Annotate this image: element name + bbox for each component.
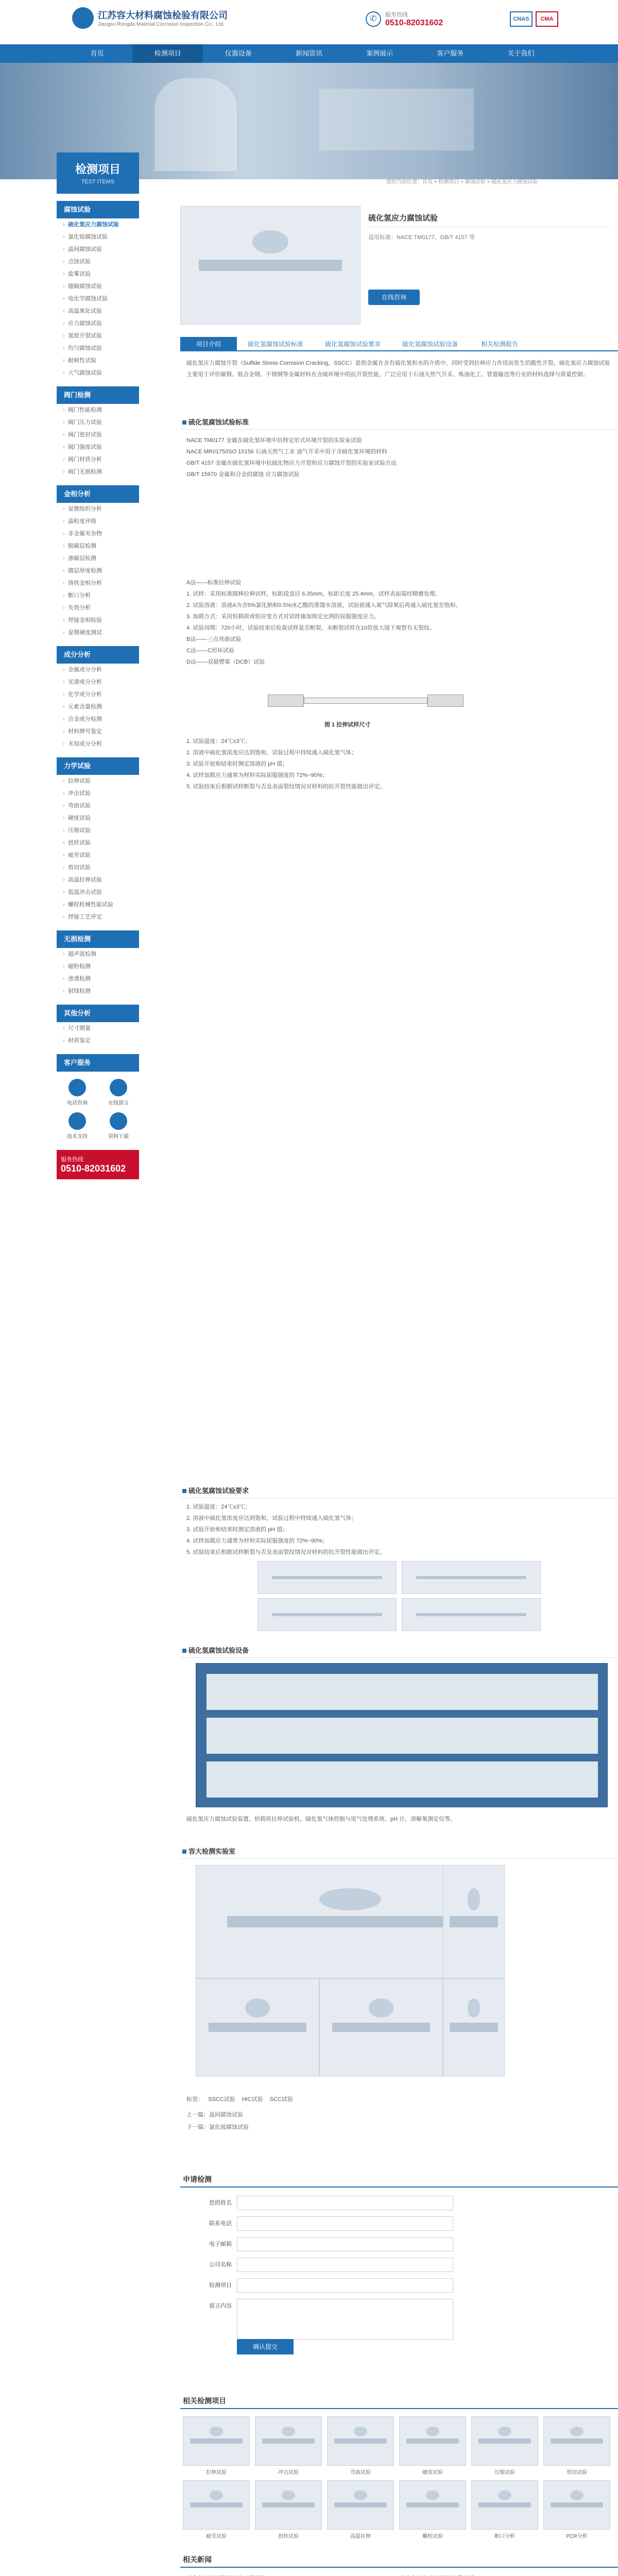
form-label: 留言内容 — [209, 2303, 232, 2309]
related-news-item[interactable] — [186, 2572, 266, 2576]
sidebar-item[interactable]: › 铸铁金相分析 — [57, 577, 139, 589]
related-item-image[interactable] — [543, 2480, 610, 2530]
nav-home[interactable]: 首页 — [90, 49, 104, 57]
sidebar-item[interactable]: › 磁粉检测 — [57, 960, 139, 973]
requirements-text: 1. 试验温度：24℃±3℃； 2. 溶液中硫化氢浓度应达到饱和，试验过程中持续通入硫化氢气体； 3. 试验开始和结束时测定溶液的 pH 值； 4. 试样加载应力通常为材料实际屈服强度的 72%~90%； 5. 试验结束后根据试样断裂与否及表面裂纹情况对材料的抗开裂性能做出评定。 — [186, 1504, 386, 1555]
service-icon — [68, 1079, 86, 1096]
sidebar-item[interactable]: › 晶间腐蚀试验 — [57, 243, 139, 256]
sidebar-item[interactable]: › 硬度试验 — [57, 812, 139, 824]
sidebar-item[interactable]: › 硫化氢应力腐蚀试验 — [57, 218, 139, 231]
related-item-image[interactable] — [255, 2480, 322, 2530]
sidebar-item[interactable]: › 光谱成分分析 — [57, 676, 139, 688]
lab-image-side — [443, 1865, 505, 1978]
tag-1[interactable]: HIC试验 — [242, 2096, 263, 2103]
cma-badge: CMA — [536, 11, 558, 27]
tab-equipment[interactable]: 硫化氢腐蚀试验设备 — [402, 341, 458, 348]
sidebar-item[interactable]: › 焊接工艺评定 — [57, 911, 139, 923]
sidebar-item[interactable]: › 合金成分检测 — [57, 713, 139, 725]
tags-label: 标签： — [186, 2096, 203, 2103]
service-label: 技术支持 — [67, 1134, 88, 1140]
tag-2[interactable]: SCC试验 — [269, 2096, 293, 2103]
sidebar-item[interactable]: › 弯曲试验 — [57, 800, 139, 812]
service-icon — [110, 1079, 127, 1096]
sidebar-group-title[interactable]: 成分分析 — [57, 646, 139, 664]
requirement-image — [402, 1561, 541, 1594]
sidebar-item[interactable]: › 高温氧化试验 — [57, 305, 139, 317]
related-items-grid — [183, 2416, 615, 2545]
consult-button[interactable]: 在线咨询 — [368, 290, 420, 305]
cnas-badge: CNAS — [510, 11, 533, 27]
hotline-label: 服务热线 — [385, 12, 408, 18]
related-item-image[interactable] — [183, 2480, 250, 2530]
related-item-label[interactable]: 疲劳试验 — [206, 2534, 227, 2539]
sidebar-item[interactable]: › 缝隙腐蚀试验 — [57, 280, 139, 293]
related-item-label[interactable]: 断口分析 — [494, 2534, 515, 2539]
related-item-label[interactable]: PCR分析 — [566, 2534, 588, 2539]
nav-test-items[interactable]: 检测项目 — [132, 44, 203, 63]
related-item-label[interactable]: 扭转试验 — [278, 2534, 299, 2539]
sidebar-item[interactable]: › 未知成分分析 — [57, 738, 139, 750]
sidebar-item[interactable]: › 阀门密封试验 — [57, 429, 139, 441]
sidebar-item[interactable]: › 点蚀试验 — [57, 256, 139, 268]
sidebar-group-title[interactable]: 其他分析 — [57, 1005, 139, 1022]
related-item-image[interactable] — [255, 2416, 322, 2466]
related-item-image[interactable] — [471, 2480, 538, 2530]
standards-text: NACE TM0177 金属在硫化氢环境中抗特定形式环境开裂的实验室试验 NACE MR0175/ISO 15156 石油天然气工业 油气开采中用于含硫化氢环境的材料 GB/T 4157 金属在硫化氢环境中抗硫化物应力开裂和应力腐蚀开裂的实验室试验方法 GB/T 15970 金属和合金的腐蚀 应力腐蚀试验 — [186, 437, 397, 478]
tab-intro[interactable]: 项目介绍 — [180, 337, 237, 350]
site-header — [0, 0, 618, 44]
service-label: 资料下载 — [108, 1134, 129, 1140]
service-icon — [68, 1112, 86, 1130]
tags — [186, 2095, 293, 2103]
section-standards-title: 硫化氢腐蚀试验标准 — [180, 415, 618, 430]
form-label: 联系电话 — [209, 2221, 232, 2227]
related-item-label[interactable]: 高温拉伸 — [350, 2534, 371, 2539]
product-image — [180, 206, 360, 325]
form-input[interactable] — [237, 2237, 453, 2251]
product-desc: 适用标准：NACE TM0177、GB/T 4157 等 — [368, 234, 475, 241]
form-title: 申请检测 — [183, 2175, 212, 2183]
lab-image-bottom-left — [196, 1978, 319, 2076]
apply-form — [191, 2196, 613, 2346]
sidebar-item[interactable]: › 材质鉴定 — [57, 1035, 139, 1047]
related-item-label[interactable]: 硬度试验 — [422, 2470, 443, 2476]
phone-icon: ✆ — [366, 11, 381, 27]
sidebar-item[interactable]: › 阀门强度试验 — [57, 441, 139, 453]
sidebar-item[interactable]: › 显微硬度测试 — [57, 626, 139, 639]
requirement-image — [402, 1598, 541, 1631]
sidebar-item[interactable]: › 高温拉伸试验 — [57, 874, 139, 886]
sidebar-item[interactable]: › 扭转试验 — [57, 837, 139, 849]
sidebar-hotline-label: 服务热线 — [61, 1157, 83, 1163]
related-item-label[interactable]: 螺栓试验 — [422, 2534, 443, 2539]
tab-requirements[interactable]: 硫化氢腐蚀试验要求 — [324, 341, 381, 348]
sidebar-item[interactable]: › 阀门性能检测 — [57, 404, 139, 416]
related-news-list — [186, 2572, 614, 2576]
related-item-image[interactable] — [543, 2416, 610, 2466]
main-nav — [0, 44, 618, 63]
related-item-label[interactable]: 压缩试验 — [494, 2470, 515, 2476]
equipment-text: 硫化氢应力腐蚀试验装置、恒载荷拉伸试验机、硫化氢气体控制与尾气处理系统、pH 计、溶解氧测定仪等。 — [186, 1816, 456, 1822]
section-requirements-title: 硫化氢腐蚀试验要求 — [180, 1484, 618, 1498]
sidebar-item[interactable]: › 耐候性试验 — [57, 354, 139, 367]
nav-equipment[interactable]: 仪器设备 — [225, 49, 252, 57]
sidebar-item[interactable]: › 元素含量检测 — [57, 701, 139, 713]
service-item[interactable] — [57, 1076, 98, 1109]
sidebar-group-title[interactable]: 无损检测 — [57, 930, 139, 948]
sidebar-item[interactable]: › 超声波检测 — [57, 948, 139, 960]
logo-icon[interactable] — [72, 7, 94, 29]
sidebar-item[interactable]: › 尺寸测量 — [57, 1022, 139, 1035]
section-lab-title: 容大检测实验室 — [180, 1844, 618, 1859]
related-news-item[interactable] — [400, 2572, 474, 2576]
related-item-image[interactable] — [327, 2416, 394, 2466]
sidebar-item[interactable]: › 氢致开裂试验 — [57, 330, 139, 342]
sidebar-item[interactable]: › 脱碳层检测 — [57, 540, 139, 552]
service-title: 客户服务 — [57, 1054, 139, 1072]
sidebar-item[interactable]: › 低温冲击试验 — [57, 886, 139, 899]
lab-image-bottom-mid — [319, 1978, 443, 2076]
sidebar-hotline-box — [57, 1150, 139, 1179]
form-input[interactable] — [237, 2216, 453, 2231]
sidebar-item[interactable]: › 化学成分分析 — [57, 688, 139, 701]
company-name-en: Jiangsu Rongda Material Corrosion Inspection Co., Ltd. — [98, 22, 225, 27]
related-news-title: 相关新闻 — [183, 2555, 212, 2564]
service-item[interactable] — [98, 1109, 139, 1143]
sidebar-hotline: 0510-82031602 — [61, 1163, 126, 1174]
sidebar-group-title[interactable]: 力学试验 — [57, 757, 139, 775]
sidebar-item[interactable]: › 材料牌号鉴定 — [57, 725, 139, 738]
lab-image-bottom-right — [443, 1978, 505, 2076]
requirement-image — [258, 1561, 397, 1594]
sidebar-item[interactable]: › 大气腐蚀试验 — [57, 367, 139, 379]
prev-link[interactable]: 上一篇：晶间腐蚀试验 — [186, 2112, 243, 2118]
sidebar-item[interactable]: › 氯化铵腐蚀试验 — [57, 231, 139, 243]
related-item-image[interactable] — [399, 2416, 466, 2466]
equipment-image — [196, 1663, 608, 1807]
submit-button[interactable]: 确认提交 — [237, 2339, 294, 2354]
form-input[interactable] — [237, 2258, 453, 2272]
related-item-label[interactable]: 拉伸试验 — [206, 2470, 227, 2476]
sidebar-item[interactable]: › 阀门压力试验 — [57, 416, 139, 429]
form-input[interactable] — [237, 2278, 453, 2293]
related-item-image[interactable] — [471, 2416, 538, 2466]
form-label: 电子邮箱 — [209, 2241, 232, 2247]
sidebar-item[interactable]: › 金属成分分析 — [57, 664, 139, 676]
service-icon — [110, 1112, 127, 1130]
sidebar-item[interactable]: › 失效分析 — [57, 602, 139, 614]
sidebar-item[interactable]: › 电化学腐蚀试验 — [57, 293, 139, 305]
method-text: A法——标准拉伸试验 1. 试样：采用标准圆棒拉伸试样，标距段直径 6.35mm，标距长度 25.4mm，试样表面需经精磨处理。 2. 试验溶液：溶液A为含5%氯化钠和0.5%冰乙酸的蒸馏水溶液，试验前通入氮气除氧后再通入硫化氢至饱和。 3. 加载方式：采用恒载荷或恒应变方式对试样施加规定比例的屈服强度应力。 4. 试验周期：720小时，试验结束后检查试样是否断裂，未断裂试样在10倍放大镜下观察有无裂纹。 B法——三点弯曲试验 C法——C形环试验 D法——双悬臂梁（DCB）试验 — [186, 580, 461, 665]
sidebar-item[interactable]: › 显微组织分析 — [57, 503, 139, 515]
sidebar-item[interactable]: › 焊接金相检验 — [57, 614, 139, 626]
tag-0[interactable]: SSCC试验 — [208, 2096, 235, 2103]
form-input[interactable] — [237, 2196, 453, 2210]
service-label: 在线留言 — [108, 1100, 129, 1106]
sidebar-item[interactable]: › 盐雾试验 — [57, 268, 139, 280]
sidebar-group-title[interactable]: 金相分析 — [57, 485, 139, 503]
sidebar-item[interactable]: › 渗透检测 — [57, 973, 139, 985]
nav-about[interactable]: 关于我们 — [507, 49, 535, 57]
sidebar-item[interactable]: › 射线检测 — [57, 985, 139, 997]
sidebar-item[interactable]: › 应力腐蚀试验 — [57, 317, 139, 330]
sidebar-item[interactable]: › 螺栓机械性能试验 — [57, 899, 139, 911]
sidebar-title-box — [57, 152, 139, 194]
related-item-label[interactable]: 弯曲试验 — [350, 2470, 371, 2476]
requirement-image — [258, 1598, 397, 1631]
sidebar-item[interactable]: › 断口分析 — [57, 589, 139, 602]
sidebar-item[interactable]: › 压缩试验 — [57, 824, 139, 837]
sidebar-item[interactable]: › 非金属夹杂物 — [57, 528, 139, 540]
sidebar-item[interactable]: › 阀门材质分析 — [57, 453, 139, 466]
related-item-image[interactable] — [327, 2480, 394, 2530]
figure-caption: 图 1 拉伸试样尺寸 — [324, 722, 371, 728]
nav-service[interactable]: 客户服务 — [437, 49, 464, 57]
form-label: 您的姓名 — [209, 2200, 232, 2206]
sidebar-item[interactable]: › 渗碳层检测 — [57, 552, 139, 565]
form-label: 检测项目 — [209, 2282, 232, 2289]
intro-text: 硫化氢应力腐蚀开裂（Sulfide Stress Corrosion Cracking，SSCC）是指金属在含有硫化氢和水的介质中，同时受到拉伸应力作用而发生的脆性开裂。硫化氢应力腐蚀试验主要用于评价碳钢、低合金钢、不锈钢等金属材料在含硫环境中的抗开裂性能，广泛应用于石油天然气开采、炼油化工、管道输送等行业的材料选择与质量控制。 — [186, 360, 610, 378]
form-label: 公司名称 — [209, 2262, 232, 2268]
sidebar-group-title[interactable]: 阀门检测 — [57, 386, 139, 404]
company-name: 江苏容大材料腐蚀检验有限公司 — [98, 10, 228, 21]
next-link[interactable]: 下一篇：氯化铵腐蚀试验 — [186, 2124, 249, 2130]
sidebar-item[interactable]: › 冲击试验 — [57, 787, 139, 800]
nav-news[interactable]: 新闻资讯 — [295, 49, 322, 57]
related-item-label[interactable]: 冲击试验 — [278, 2470, 299, 2476]
specimen-figure — [268, 685, 464, 716]
service-item[interactable] — [98, 1076, 139, 1109]
related-item-label[interactable]: 剪切试验 — [566, 2470, 587, 2476]
detail-tabs — [180, 337, 618, 351]
nav-cases[interactable]: 案例展示 — [366, 49, 393, 57]
requirements-images — [258, 1561, 546, 1633]
hotline-number: 0510-82031602 — [385, 19, 443, 27]
sidebar-subtitle: TEST ITEMS — [81, 179, 115, 185]
sidebar-item[interactable]: › 疲劳试验 — [57, 849, 139, 861]
section-equipment-title: 硫化氢腐蚀试验设备 — [180, 1643, 618, 1658]
sidebar-item[interactable]: › 晶粒度评级 — [57, 515, 139, 528]
service-item[interactable] — [57, 1109, 98, 1143]
sidebar-item[interactable]: › 剪切试验 — [57, 861, 139, 874]
breadcrumb: 您的当前位置：首页 > 检测项目 > 腐蚀试验 > 硫化氢应力腐蚀试验 — [386, 179, 538, 185]
sidebar-item[interactable]: › 均匀腐蚀试验 — [57, 342, 139, 354]
tab-reports[interactable]: 相关检测报告 — [480, 341, 518, 348]
product-title: 硫化氢应力腐蚀试验 — [368, 214, 438, 223]
sidebar — [57, 201, 139, 1179]
tab-standards[interactable]: 硫化氢腐蚀试验标准 — [247, 341, 303, 348]
sidebar-item[interactable]: › 阀门无损检测 — [57, 466, 139, 478]
related-item-image[interactable] — [183, 2416, 250, 2466]
service-label: 电话咨询 — [67, 1100, 88, 1106]
sidebar-item[interactable]: › 拉伸试验 — [57, 775, 139, 787]
sidebar-group-title[interactable]: 腐蚀试验 — [57, 201, 139, 218]
requirements-detail: 1. 试验温度：24℃±3℃； 2. 溶液中硫化氢浓度应达到饱和，试验过程中持续通入硫化氢气体； 3. 试验开始和结束时测定溶液的 pH 值； 4. 试样加载应力通常为材料实际屈服强度的 72%~90%； 5. 试验结束后根据试样断裂与否及表面裂纹情况对材料的抗开裂性能做出评定。 — [186, 738, 386, 790]
sidebar-item[interactable]: › 镀层厚度检测 — [57, 565, 139, 577]
form-input[interactable] — [237, 2299, 453, 2340]
related-items-title: 相关检测项目 — [183, 2397, 226, 2405]
sidebar-title: 检测项目 — [75, 163, 121, 176]
related-item-image[interactable] — [399, 2480, 466, 2530]
